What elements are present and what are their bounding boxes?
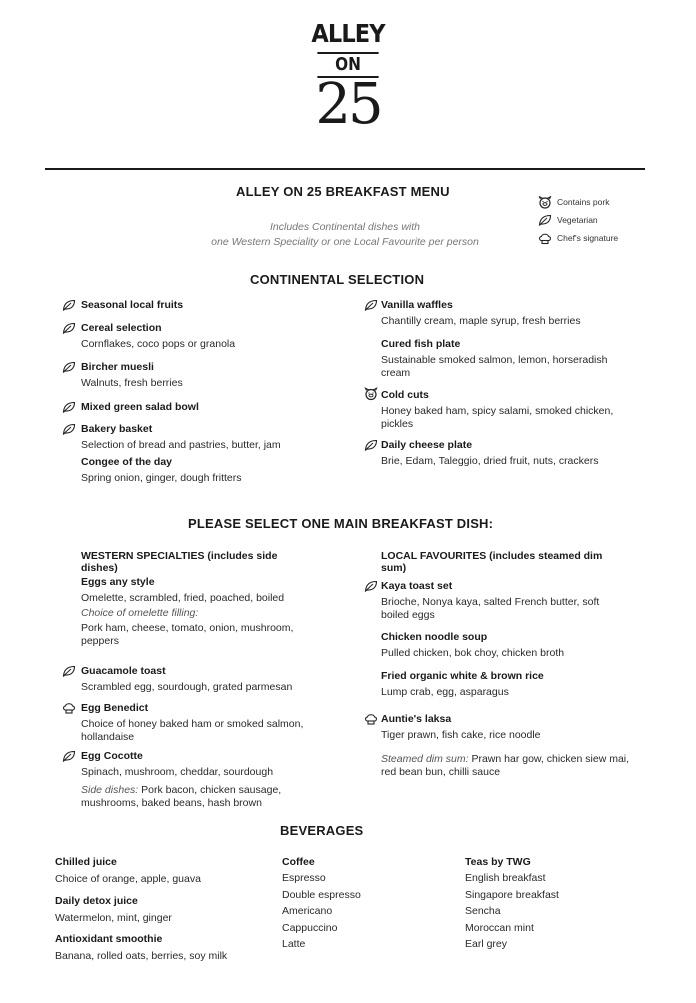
leaf-icon [62, 321, 76, 335]
bev-item-desc: Watermelon, mint, ginger [55, 911, 172, 924]
pig-icon [537, 195, 553, 209]
item-title: Cold cuts [381, 389, 429, 401]
item-description: Spinach, mushroom, cheddar, sourdough [81, 766, 274, 778]
menu-note [190, 220, 500, 250]
local-title: LOCAL FAVOURITES (includes steamed dim sum) [381, 550, 603, 574]
legend-vegetarian [537, 211, 618, 229]
beverages-teas [465, 855, 635, 953]
menu-item [381, 337, 631, 380]
leaf-icon [364, 298, 378, 312]
item-title: Mixed green salad bowl [81, 401, 199, 413]
chef-hat-icon [62, 701, 76, 715]
logo-on-text: ON [317, 52, 378, 78]
item-title: Auntie's laksa [381, 713, 452, 725]
item-title: Guacamole toast [81, 665, 166, 677]
dim-sum-note [381, 750, 631, 779]
item-title: Cereal selection [81, 322, 162, 334]
menu-item [81, 422, 331, 452]
menu-item [81, 400, 331, 414]
chef-hat-icon [364, 712, 378, 726]
item-title: Egg Benedict [81, 702, 149, 714]
item-title: Bircher muesli [81, 361, 154, 373]
item-title: Congee of the day [81, 456, 173, 468]
dim-sum-label: Steamed dim sum: [381, 753, 469, 765]
header-divider [45, 168, 645, 170]
main-dish-title: PLEASE SELECT ONE MAIN BREAKFAST DISH: [188, 516, 494, 531]
menu-item [81, 749, 331, 810]
legend-chef [537, 229, 618, 247]
leaf-icon [62, 422, 76, 436]
item-title: Chicken noodle soup [381, 631, 488, 643]
side-dishes-text: Pork bacon, chicken sausage, mushrooms, baked beans, hash brown [81, 784, 282, 809]
menu-item [381, 388, 631, 431]
item-description: Lump crab, egg, asparagus [381, 686, 509, 698]
item-description: Cornflakes, coco pops or granola [81, 338, 236, 350]
teas-title: Teas by TWG [465, 856, 531, 868]
item-description: Honey baked ham, spicy salami, smoked chicken, pickles [381, 405, 614, 430]
pig-icon [364, 387, 378, 401]
menu-note-line2: one Western Speciality or one Local Favourite per person [211, 236, 479, 248]
logo-alley-text: ALLEY [311, 19, 385, 48]
leaf-icon [62, 749, 76, 763]
legend-pork-label: Contains pork [557, 197, 610, 207]
menu-item [381, 712, 631, 742]
item-description: Pulled chicken, bok choy, chicken broth [381, 647, 565, 659]
menu-item [381, 669, 631, 699]
beverages-juices [55, 855, 265, 965]
menu-item [81, 664, 331, 694]
item-title: Cured fish plate [381, 338, 461, 350]
item-description: Walnuts, fresh berries [81, 377, 183, 389]
menu-item [81, 701, 331, 744]
menu-title: ALLEY ON 25 BREAKFAST MENU [236, 184, 450, 199]
leaf-icon [364, 438, 378, 452]
tea-item: Singapore breakfast [465, 888, 559, 901]
item-title: Seasonal local fruits [81, 299, 184, 311]
dim-sum-items: Prawn har gow, chicken siew mai, red bean bun, chilli sauce [381, 753, 630, 778]
chef-hat-icon [537, 231, 553, 245]
leaf-icon [62, 400, 76, 414]
menu-item [381, 630, 631, 660]
tea-item: Sencha [465, 905, 501, 917]
bev-item-title: Chilled juice [55, 856, 117, 868]
western-title: WESTERN SPECIALTIES (includes side dishes) [81, 550, 278, 574]
item-description: Brioche, Nonya kaya, salted French butter, soft boiled eggs [381, 596, 600, 621]
beverages-title: BEVERAGES [280, 823, 364, 838]
dim-sum-text [381, 753, 631, 779]
tea-item: Moroccan mint [465, 921, 534, 934]
item-title: Egg Cocotte [81, 750, 143, 762]
menu-item [381, 438, 631, 468]
bev-item-title: Daily detox juice [55, 894, 138, 907]
menu-item [81, 455, 331, 485]
item-description: Brie, Edam, Taleggio, dried fruit, nuts, crackers [381, 455, 599, 467]
legend-vegetarian-label: Vegetarian [557, 215, 598, 225]
bev-item-title: Antioxidant smoothie [55, 933, 163, 945]
leaf-icon [62, 664, 76, 678]
item-title: Daily cheese plate [381, 439, 473, 451]
menu-item [81, 298, 331, 312]
legend-chef-label: Chef's signature [557, 233, 619, 243]
coffee-item: Latte [282, 938, 306, 950]
local-favourites-section [381, 550, 621, 574]
item-description: Scrambled egg, sourdough, grated parmesan [81, 681, 293, 693]
coffee-item: Cappuccino [282, 921, 338, 934]
leaf-icon [62, 298, 76, 312]
item-description: Selection of bread and pastries, butter, jam [81, 439, 281, 451]
menu-item [381, 298, 631, 328]
menu-note-line1: Includes Continental dishes with [269, 221, 420, 233]
item-description: Choice of honey baked ham or smoked salmon, hollandaise [81, 718, 304, 743]
menu-item [81, 575, 321, 648]
coffee-title: Coffee [282, 856, 315, 868]
menu-item [81, 360, 331, 390]
beverages-coffee [282, 855, 432, 953]
leaf-icon [364, 579, 378, 593]
western-specialties-section [81, 550, 301, 574]
omelette-description: Pork ham, cheese, tomato, onion, mushroom, peppers [81, 622, 294, 647]
item-description: Tiger prawn, fish cake, rice noodle [381, 729, 541, 741]
leaf-icon [537, 213, 553, 227]
legend-pork [537, 193, 618, 211]
continental-title: CONTINENTAL SELECTION [250, 272, 425, 287]
side-dishes [81, 784, 331, 810]
icon-legend [537, 193, 618, 247]
coffee-item: Espresso [282, 872, 326, 884]
item-description: Spring onion, ginger, dough fritters [81, 472, 242, 484]
item-title: Vanilla waffles [381, 299, 453, 311]
tea-item: English breakfast [465, 872, 546, 884]
side-dishes-label: Side dishes: [81, 784, 139, 796]
item-title: Bakery basket [81, 423, 153, 435]
coffee-item: Americano [282, 905, 333, 917]
item-title: Kaya toast set [381, 580, 453, 592]
bev-item-desc: Choice of orange, apple, guava [55, 873, 201, 885]
item-description: Sustainable smoked salmon, lemon, horseradish cream [381, 354, 608, 379]
item-title: Fried organic white & brown rice [381, 670, 544, 682]
item-description: Omelette, scrambled, fried, poached, boiled [81, 592, 285, 604]
restaurant-logo [296, 19, 400, 137]
menu-item [81, 321, 331, 351]
bev-item-desc: Banana, rolled oats, berries, soy milk [55, 950, 228, 962]
item-title: Eggs any style [81, 576, 155, 588]
omelette-label: Choice of omelette filling: [81, 607, 199, 619]
leaf-icon [62, 360, 76, 374]
coffee-item: Double espresso [282, 888, 361, 901]
menu-item [381, 579, 621, 622]
tea-item: Earl grey [465, 938, 508, 950]
logo-number-text: 25 [315, 72, 381, 137]
item-description: Chantilly cream, maple syrup, fresh berries [381, 315, 581, 327]
